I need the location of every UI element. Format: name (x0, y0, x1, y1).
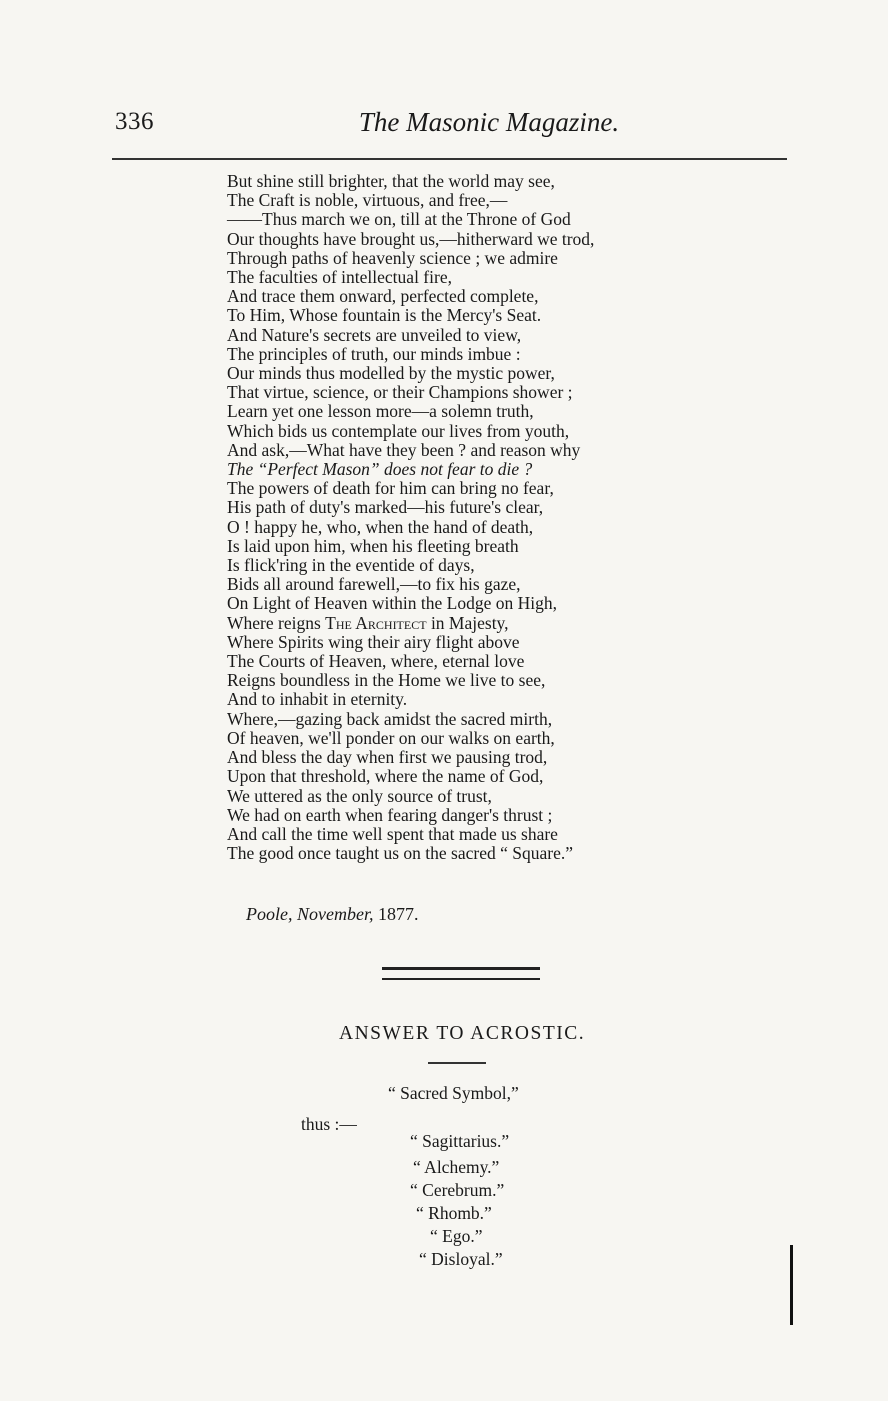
header-rule (112, 158, 787, 160)
poem-line: And call the time well spent that made us share (227, 823, 558, 844)
poem-line: Our minds thus modelled by the mystic power, (227, 363, 555, 384)
answer-phrase: “ Sacred Symbol,” (388, 1083, 519, 1103)
thus-label: thus :— (301, 1114, 357, 1134)
answer-word: “ Alchemy.” (413, 1157, 500, 1177)
answer-word: “ Ego.” (430, 1226, 483, 1246)
poem-line: And trace them onward, perfected complete, (227, 286, 539, 307)
poem-line: And bless the day when first we pausing trod, (227, 747, 548, 768)
poem-line: Learn yet one lesson more—a solemn truth, (227, 401, 534, 422)
poem-line: The Craft is noble, virtuous, and free,— (227, 190, 508, 211)
poem (227, 172, 697, 863)
poem-line: Where,—gazing back amidst the sacred mirth, (227, 708, 553, 729)
poem-line: We uttered as the only source of trust, (227, 785, 492, 806)
poem-line: Of heaven, we'll ponder on our walks on earth, (227, 727, 555, 748)
running-title: The Masonic Magazine. (358, 107, 620, 137)
poem-line: Is flick'ring in the eventide of days, (227, 555, 475, 576)
poem-line: Bids all around farewell,—to fix his gaze, (227, 574, 521, 595)
poem-line: Where Spirits wing their airy flight above (227, 631, 520, 652)
poem-line: And Nature's secrets are unveiled to view, (227, 324, 522, 345)
answer-heading: ANSWER TO ACROSTIC. (339, 1023, 586, 1044)
poem-line: The Courts of Heaven, where, eternal love (227, 651, 525, 672)
signoff-year: 1877. (377, 904, 419, 924)
poem-line: Where reigns The Architect in Majesty, (227, 612, 509, 633)
poem-line: We had on earth when fearing danger's thrust ; (227, 804, 553, 825)
poem-line: O ! happy he, who, when the hand of death, (227, 516, 534, 537)
poem-line: The faculties of intellectual fire, (227, 267, 452, 288)
poem-line: The principles of truth, our minds imbue : (227, 343, 521, 364)
poem-line: Our thoughts have brought us,—hitherward we trod, (227, 228, 595, 249)
margin-bar (790, 1245, 793, 1325)
section-divider (382, 967, 540, 980)
answer-word: “ Sagittarius.” (410, 1131, 510, 1151)
poem-line: ——Thus march we on, till at the Throne of God (227, 209, 571, 230)
poem-line: Through paths of heavenly science ; we admire (227, 247, 558, 268)
poem-line: Which bids us contemplate our lives from youth, (227, 420, 570, 441)
poem-line: To Him, Whose fountain is the Mercy's Seat. (227, 305, 542, 326)
poem-line: The good once taught us on the sacred “ Square.” (227, 843, 573, 864)
answer-word: “ Disloyal.” (419, 1249, 503, 1269)
poem-line: On Light of Heaven within the Lodge on High, (227, 593, 558, 614)
poem-line: His path of duty's marked—his future's clear, (227, 497, 544, 518)
page-number: 336 (115, 108, 154, 135)
poem-line: But shine still brighter, that the world may see, (227, 171, 555, 191)
poem-line: And ask,—What have they been ? and reason why (227, 439, 581, 460)
small-caps-phrase: The Architect (325, 612, 427, 633)
answer-word: “ Rhomb.” (416, 1203, 492, 1223)
poem-line: The powers of death for him can bring no fear, (227, 478, 554, 499)
signoff-place-date: Poole, November, (246, 904, 374, 924)
poem-line: That virtue, science, or their Champions shower ; (227, 382, 573, 403)
heading-rule (428, 1062, 486, 1064)
poem-line: And to inhabit in eternity. (227, 689, 408, 710)
poem-line: Upon that threshold, where the name of God, (227, 766, 544, 787)
poem-line: Reigns boundless in the Home we live to see, (227, 670, 546, 691)
poem-line: The “Perfect Mason” does not fear to die ? (227, 459, 533, 480)
signoff (246, 904, 418, 925)
answer-word: “ Cerebrum.” (410, 1180, 505, 1200)
poem-line: Is laid upon him, when his fleeting breath (227, 535, 519, 556)
